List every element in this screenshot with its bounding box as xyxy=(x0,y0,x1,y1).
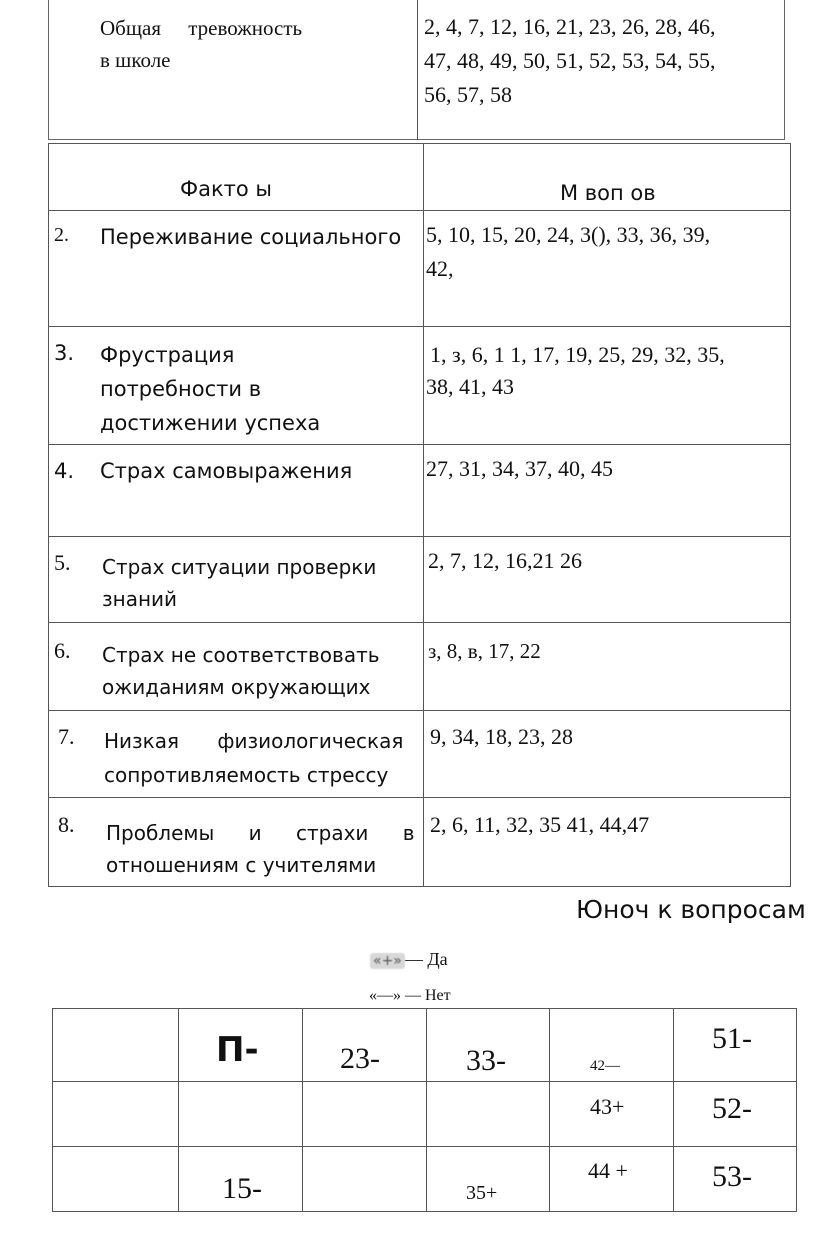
row-divider xyxy=(48,797,791,798)
row-factor: Низкая физиологическая xyxy=(104,729,404,753)
answer-col-divider xyxy=(673,1008,674,1212)
answer-col-divider xyxy=(426,1008,427,1212)
row-questions: 2, 7, 12, 16,21 26 xyxy=(428,548,582,573)
answer-row-divider xyxy=(52,1081,797,1082)
row-questions: 1, з, 6, 1 1, 17, 19, 25, 29, 32, 35, xyxy=(430,342,725,367)
top-questions-line3: 56, 57, 58 xyxy=(424,82,512,107)
row-factor: Страх самовыражения xyxy=(100,459,353,483)
answer-cell: 15- xyxy=(222,1172,262,1205)
row-factor: достижении успеха xyxy=(100,411,321,435)
key-title: Юноч к вопросам xyxy=(576,895,806,924)
answer-col-divider xyxy=(178,1008,179,1212)
row-questions: 2, 6, 11, 32, 35 41, 44,47 xyxy=(430,812,650,837)
table-border-left xyxy=(48,143,49,887)
answer-cell: 44 + xyxy=(588,1158,628,1183)
row-number: 3. xyxy=(54,341,75,365)
row-factor: Фрустрация xyxy=(100,343,235,367)
row-number: 5. xyxy=(54,550,71,575)
top-table-divider xyxy=(417,0,418,140)
row-number: 8. xyxy=(58,812,75,837)
row-divider xyxy=(48,710,791,711)
answer-cell: 42— xyxy=(590,1058,620,1074)
row-factor: Переживание социального xyxy=(100,225,402,249)
row-questions: з, 8, в, 17, 22 xyxy=(428,639,541,663)
no-legend: «—» — Нет xyxy=(369,987,451,1004)
row-factor: знаний xyxy=(102,587,178,611)
answer-col-divider xyxy=(52,1008,53,1212)
top-factor-line1: Общая тревожность xyxy=(100,16,303,40)
answer-cell: 51- xyxy=(712,1022,752,1055)
row-divider xyxy=(48,536,791,537)
header-questions: М воп ов xyxy=(560,181,656,205)
table-border-bottom xyxy=(48,886,791,887)
row-number: 7. xyxy=(58,724,75,749)
table-border-top xyxy=(48,143,791,144)
row-factor: Страх ситуации проверки xyxy=(102,555,377,579)
row-divider xyxy=(48,326,791,327)
answer-border-bottom xyxy=(52,1211,797,1212)
table-column-divider xyxy=(423,143,424,887)
answer-border-top xyxy=(52,1008,797,1009)
row-factor: ожиданиям окружающих xyxy=(102,675,371,699)
row-divider xyxy=(48,210,791,211)
row-divider xyxy=(48,622,791,623)
table-border-right xyxy=(790,143,791,887)
answer-row-divider xyxy=(52,1146,797,1147)
top-factor-line2: в школе xyxy=(100,48,171,72)
answer-cell: 35+ xyxy=(466,1182,498,1204)
yes-label: — Да xyxy=(404,949,448,969)
row-number: 2. xyxy=(54,224,69,246)
row-number: 4. xyxy=(54,459,75,483)
answer-col-divider xyxy=(796,1008,797,1212)
answer-col-divider xyxy=(549,1008,550,1212)
answer-col-divider xyxy=(302,1008,303,1212)
row-divider xyxy=(48,444,791,445)
yes-symbol: «+» xyxy=(370,953,405,969)
answer-cell: 53- xyxy=(712,1160,752,1193)
row-factor: сопротивляемость стрессу xyxy=(104,763,389,787)
answer-cell: П- xyxy=(216,1030,259,1070)
row-factor: отношениям с учителями xyxy=(106,853,377,877)
row-factor: Страх не соответствовать xyxy=(102,643,380,667)
row-questions: 9, 34, 18, 23, 28 xyxy=(430,724,573,749)
answer-cell: 43+ xyxy=(590,1094,625,1119)
row-factor: потребности в xyxy=(100,377,262,401)
yes-legend xyxy=(370,949,448,971)
answer-cell: 23- xyxy=(340,1042,380,1075)
row-questions: 42, xyxy=(426,256,454,281)
row-questions: 5, 10, 15, 20, 24, 3(), 33, 36, 39, xyxy=(426,222,711,247)
answer-cell: 52- xyxy=(712,1092,752,1125)
header-factors: Факто ы xyxy=(180,177,272,201)
row-questions: 38, 41, 43 xyxy=(426,374,514,399)
row-number: 6. xyxy=(54,638,71,663)
top-questions-line1: 2, 4, 7, 12, 16, 21, 23, 26, 28, 46, xyxy=(424,14,716,39)
row-factor: Проблемы и страхи в xyxy=(106,821,415,845)
row-questions: 27, 31, 34, 37, 40, 45 xyxy=(426,456,613,481)
answer-cell: 33- xyxy=(466,1044,506,1077)
top-questions-line2: 47, 48, 49, 50, 51, 52, 53, 54, 55, xyxy=(424,48,716,73)
